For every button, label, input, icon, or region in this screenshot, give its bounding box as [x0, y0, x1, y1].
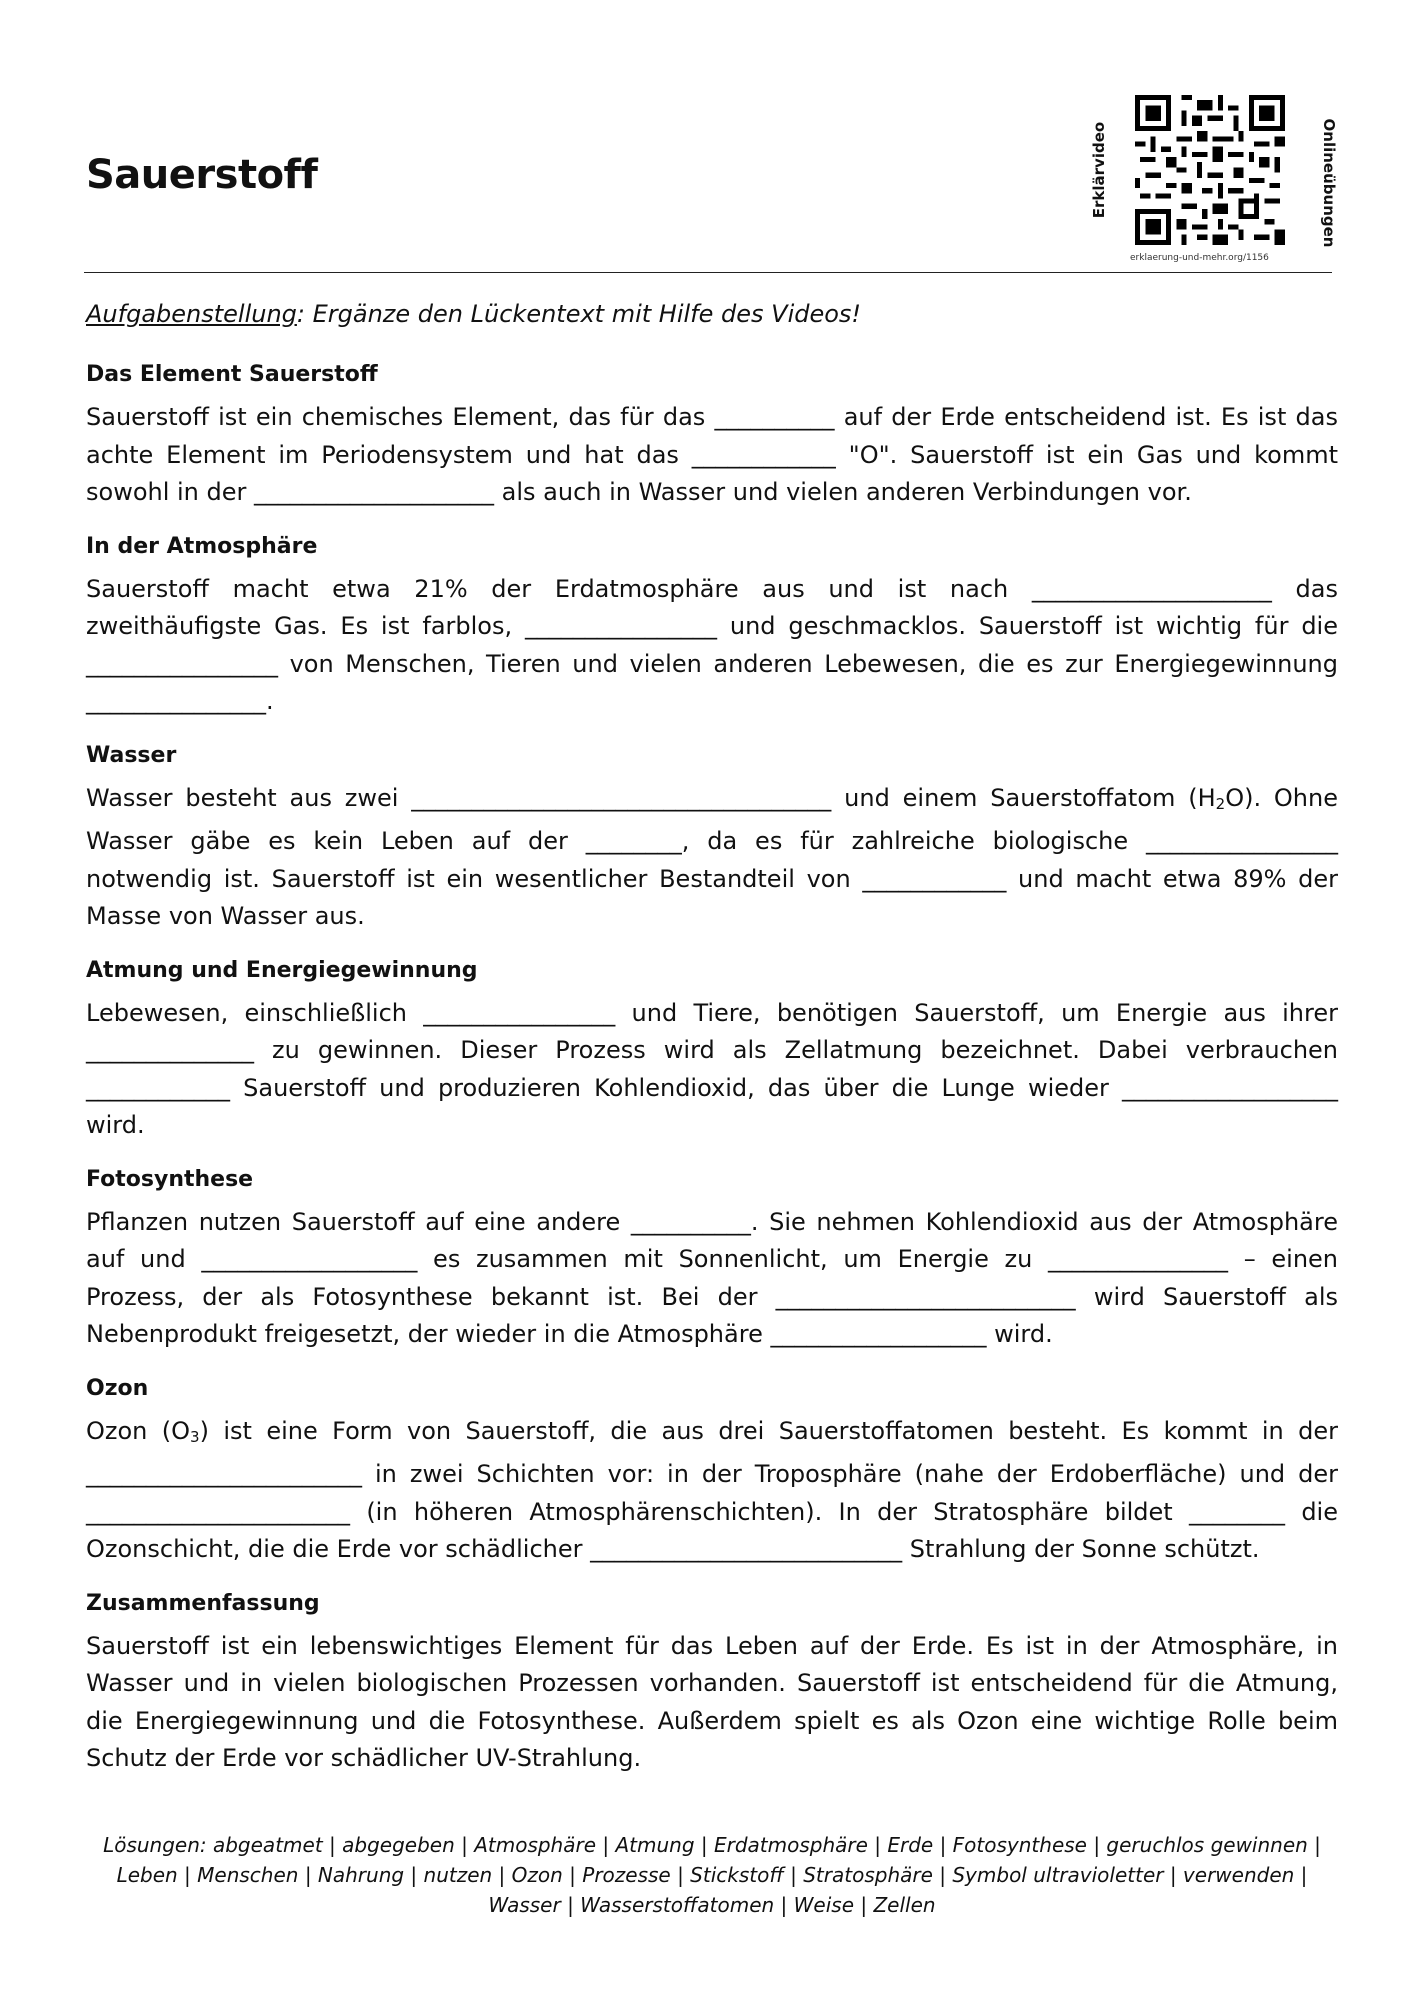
- page-title: Sauerstoff: [86, 152, 318, 198]
- section-heading-summary: Zusammenfassung: [86, 1590, 320, 1616]
- online-exercises-label: Onlineübungen: [1320, 118, 1338, 248]
- task-label: Aufgabenstellung: [86, 300, 297, 328]
- explainer-video-label: Erklärvideo: [1090, 121, 1108, 219]
- section-text-ozone: Ozon $(O_3)$ ist eine Form von Sauerstoff, die aus drei Sauerstoffatomen besteht. Es kommt in der _______________________ in zwei Schichten vor: in der Troposphäre (nahe der Erdoberfläche) und der ______________________ (in höheren Atmosphärenschichten). In der Stratosphäre bildet ________ die Ozonschicht, die die Erde vor schädlicher __________________________ Strahlung der Sonne schützt.: [86, 1416, 1339, 1563]
- section-text-element: Sauerstoff ist ein chemisches Element, das für das __________ auf der Erde entscheidend ist. Es ist das achte Element im Periodensystem und hat das ____________ "O". Sauerstoff ist ein Gas und kommt sowohl in der ____________________ als auch in Wasser und vielen anderen Verbindungen vor.: [86, 403, 1338, 506]
- qr-code-icon[interactable]: [1135, 95, 1285, 245]
- section-text-water: Wasser besteht aus zwei ___________________________________ und einem Sauerstoffatom $(H_2O)$. Ohne Wasser gäbe es kein Leben auf der ________, da es für zahlreiche biologische ________________ notwendig ist. Sauerstoff ist ein wesentlicher Bestandteil von ____________ und macht etwa 89% der Masse von Wasser aus.: [86, 783, 1338, 930]
- section-heading-element: Das Element Sauerstoff: [86, 362, 378, 387]
- section-heading-water: Wasser: [86, 742, 177, 768]
- header-divider: [84, 272, 1332, 273]
- section-text-atmosphere: Sauerstoff macht etwa 21% der Erdatmosphäre aus und ist nach ____________________ das zweithäufigste Gas. Es ist farblos, ________________ und geschmacklos. Sauerstoff ist wichtig für die ________________ von Menschen, Tieren und vielen anderen Lebewesen, die es zur Energiegewinnung _______________.: [86, 574, 1338, 715]
- section-text-photosynthesis: Pflanzen nutzen Sauerstoff auf eine andere __________. Sie nehmen Kohlendioxid aus der Atmosphäre auf und __________________ es zusammen mit Sonnenlicht, um Energie zu _______________ – einen Prozess, der als Fotosynthese bekannt ist. Bei der _________________________ wird Sauerstoff als Nebenprodukt freigesetzt, der wieder in die Atmosphäre __________________ wird.: [86, 1207, 1338, 1348]
- qr-block: [1090, 90, 1338, 275]
- task-text: : Ergänze den Lückentext mit Hilfe des Videos!: [296, 300, 862, 328]
- section-heading-respiration: Atmung und Energiegewinnung: [86, 957, 478, 983]
- section-text-respiration: Lebewesen, einschließlich ________________ und Tiere, benötigen Sauerstoff, um Energie aus ihrer ______________ zu gewinnen. Dieser Prozess wird als Zellatmung bezeichnet. Dabei verbrauchen ____________ Sauerstoff und produzieren Kohlendioxid, das über die Lunge wieder __________________ wird.: [86, 998, 1338, 1139]
- section-heading-ozone: Ozon: [86, 1375, 149, 1401]
- section-text-summary: Sauerstoff ist ein lebenswichtiges Element für das Leben auf der Erde. Es ist in der Atmosphäre, in Wasser und in vielen biologischen Prozessen vorhanden. Sauerstoff ist entscheidend für die Atmung, die Energiegewinnung und die Fotosynthese. Außerdem spielt es als Ozon eine wichtige Rolle beim Schutz der Erde vor schädlicher UV-Strahlung.: [86, 1631, 1338, 1772]
- task-instruction: [86, 300, 1338, 328]
- solutions-list: Lösungen: abgeatmet | abgegeben | Atmosphäre | Atmung | Erdatmosphäre | Erde | Fotosynthese | geruchlos gewinnen | Leben | Menschen | Nahrung | nutzen | Ozon | Prozesse | Stickstoff | Stratosphäre | Symbol ultravioletter | verwenden | Wasser | Wasserstoffatomen | Weise | Zellen: [103, 1833, 1321, 1917]
- section-heading-atmosphere: In der Atmosphäre: [86, 533, 318, 559]
- section-heading-photosynthesis: Fotosynthese: [86, 1166, 254, 1192]
- qr-url: erklaerung-und-mehr.org/1156: [1130, 253, 1269, 263]
- worksheet-content: [86, 300, 1338, 1786]
